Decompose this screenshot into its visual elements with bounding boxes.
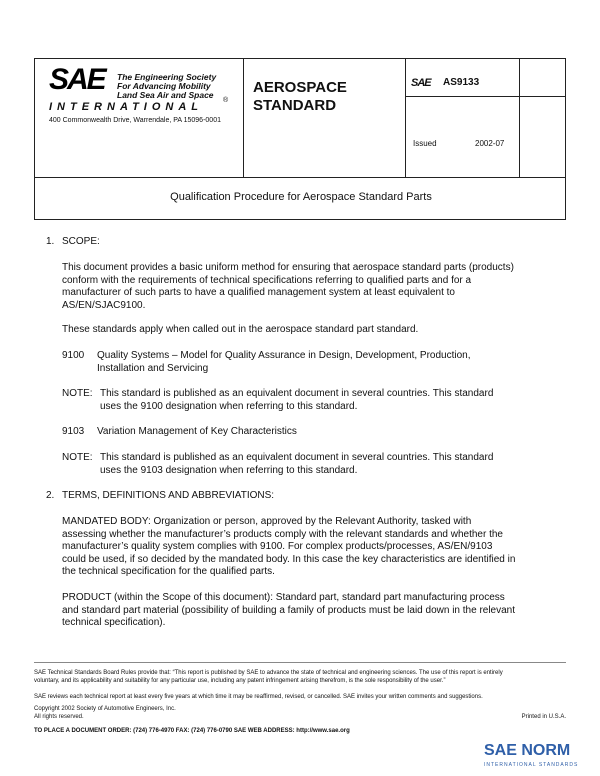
standard-number: 9103 (62, 426, 85, 437)
registered-mark: ® (223, 97, 229, 104)
note-label: NOTE: (62, 452, 93, 463)
note-text: This standard is published as an equivalent document in several countries. This standard uses the 9100 designation when referring to this standard. (100, 388, 494, 412)
society-tagline: The Engineering Society For Advancing Mobility Land Sea Air and Space (117, 72, 217, 100)
footer-rule (34, 662, 566, 663)
issued-date: 2002-07 (475, 139, 505, 148)
document-number: AS9133 (443, 77, 480, 88)
printed-notice: Printed in U.S.A. (521, 714, 566, 720)
sae-norm-logo: SAE NORM (484, 742, 571, 759)
section-heading: SCOPE: (62, 236, 100, 247)
review-notice: SAE reviews each technical report at least every five years at which time it may be reaffirmed, revised, or cancelled. SAE invites your written comments and suggestions. (34, 694, 483, 700)
copyright-notice: Copyright 2002 Society of Automotive Engineers, Inc. All rights reserved. (34, 706, 176, 720)
international-wordmark: INTERNATIONAL (49, 101, 204, 113)
issued-label: Issued (413, 139, 437, 148)
order-info: TO PLACE A DOCUMENT ORDER: (724) 776-4970 FAX: (724) 776-0790 SAE WEB ADDRESS: http://www.sae.org (34, 728, 350, 734)
section-heading: TERMS, DEFINITIONS AND ABBREVIATIONS: (62, 490, 275, 501)
document-header (34, 58, 566, 220)
header-divider (35, 177, 566, 178)
sae-logo: SAE (49, 63, 105, 96)
scope-paragraph: This document provides a basic uniform method for ensuring that aerospace standard parts (products) conform with the requirements of technical specifications referring to qualified parts and for a manufacturer of such parts to have a qualified management system at least equivalent to AS/EN/SJAC9100. (62, 262, 514, 311)
section-number: 2. (46, 490, 55, 501)
board-rules-notice: SAE Technical Standards Board Rules provide that: “This report is published by SAE to advance the state of technical and engineering sciences. The use of this report is entirely voluntary, and its applicability and suitability for any particular use, including any patent infringement arising therefrom, is the sole responsibility of the user.” (34, 670, 503, 684)
document-type: AEROSPACE STANDARD (253, 79, 347, 114)
header-divider (519, 59, 520, 177)
header-divider (405, 59, 406, 177)
standard-number: 9100 (62, 350, 85, 361)
sae-address: 400 Commonwealth Drive, Warrendale, PA 15096-0001 (49, 117, 221, 124)
document-body (34, 236, 566, 666)
document-title: Qualification Procedure for Aerospace Standard Parts (170, 191, 432, 203)
header-divider (405, 96, 566, 97)
section-number: 1. (46, 236, 55, 247)
definition-product: PRODUCT (within the Scope of this document): Standard part, standard part manufacturing process and standard part material (possibility of building a family of products must be laid down in the relevant technical specification). (62, 592, 516, 629)
applicability-paragraph: These standards apply when called out in the aerospace standard part standard. (62, 324, 419, 335)
note-text: This standard is published as an equivalent document in several countries. This standard uses the 9103 designation when referring to this standard. (100, 452, 494, 476)
note-label: NOTE: (62, 388, 93, 399)
sae-norm-tagline: INTERNATIONAL STANDARDS (484, 762, 579, 768)
standard-title: Variation Management of Key Characteristics (97, 426, 297, 437)
sae-small-logo: SAE (411, 77, 431, 89)
header-divider (243, 59, 244, 177)
definition-mandated-body: MANDATED BODY: Organization or person, approved by the Relevant Authority, tasked with assessing whether the manufacturer’s products comply with the relevant standards and whether the manufacturer’s quality system complies with 9100. For complex products/processes, AS/EN/9103 could be used, if so decided by the mandated body. In this case the key characteristics are identified in the technical specification for the qualified parts. (62, 516, 516, 578)
standard-title: Quality Systems – Model for Quality Assurance in Design, Development, Production, Installation and Servicing (97, 350, 471, 374)
